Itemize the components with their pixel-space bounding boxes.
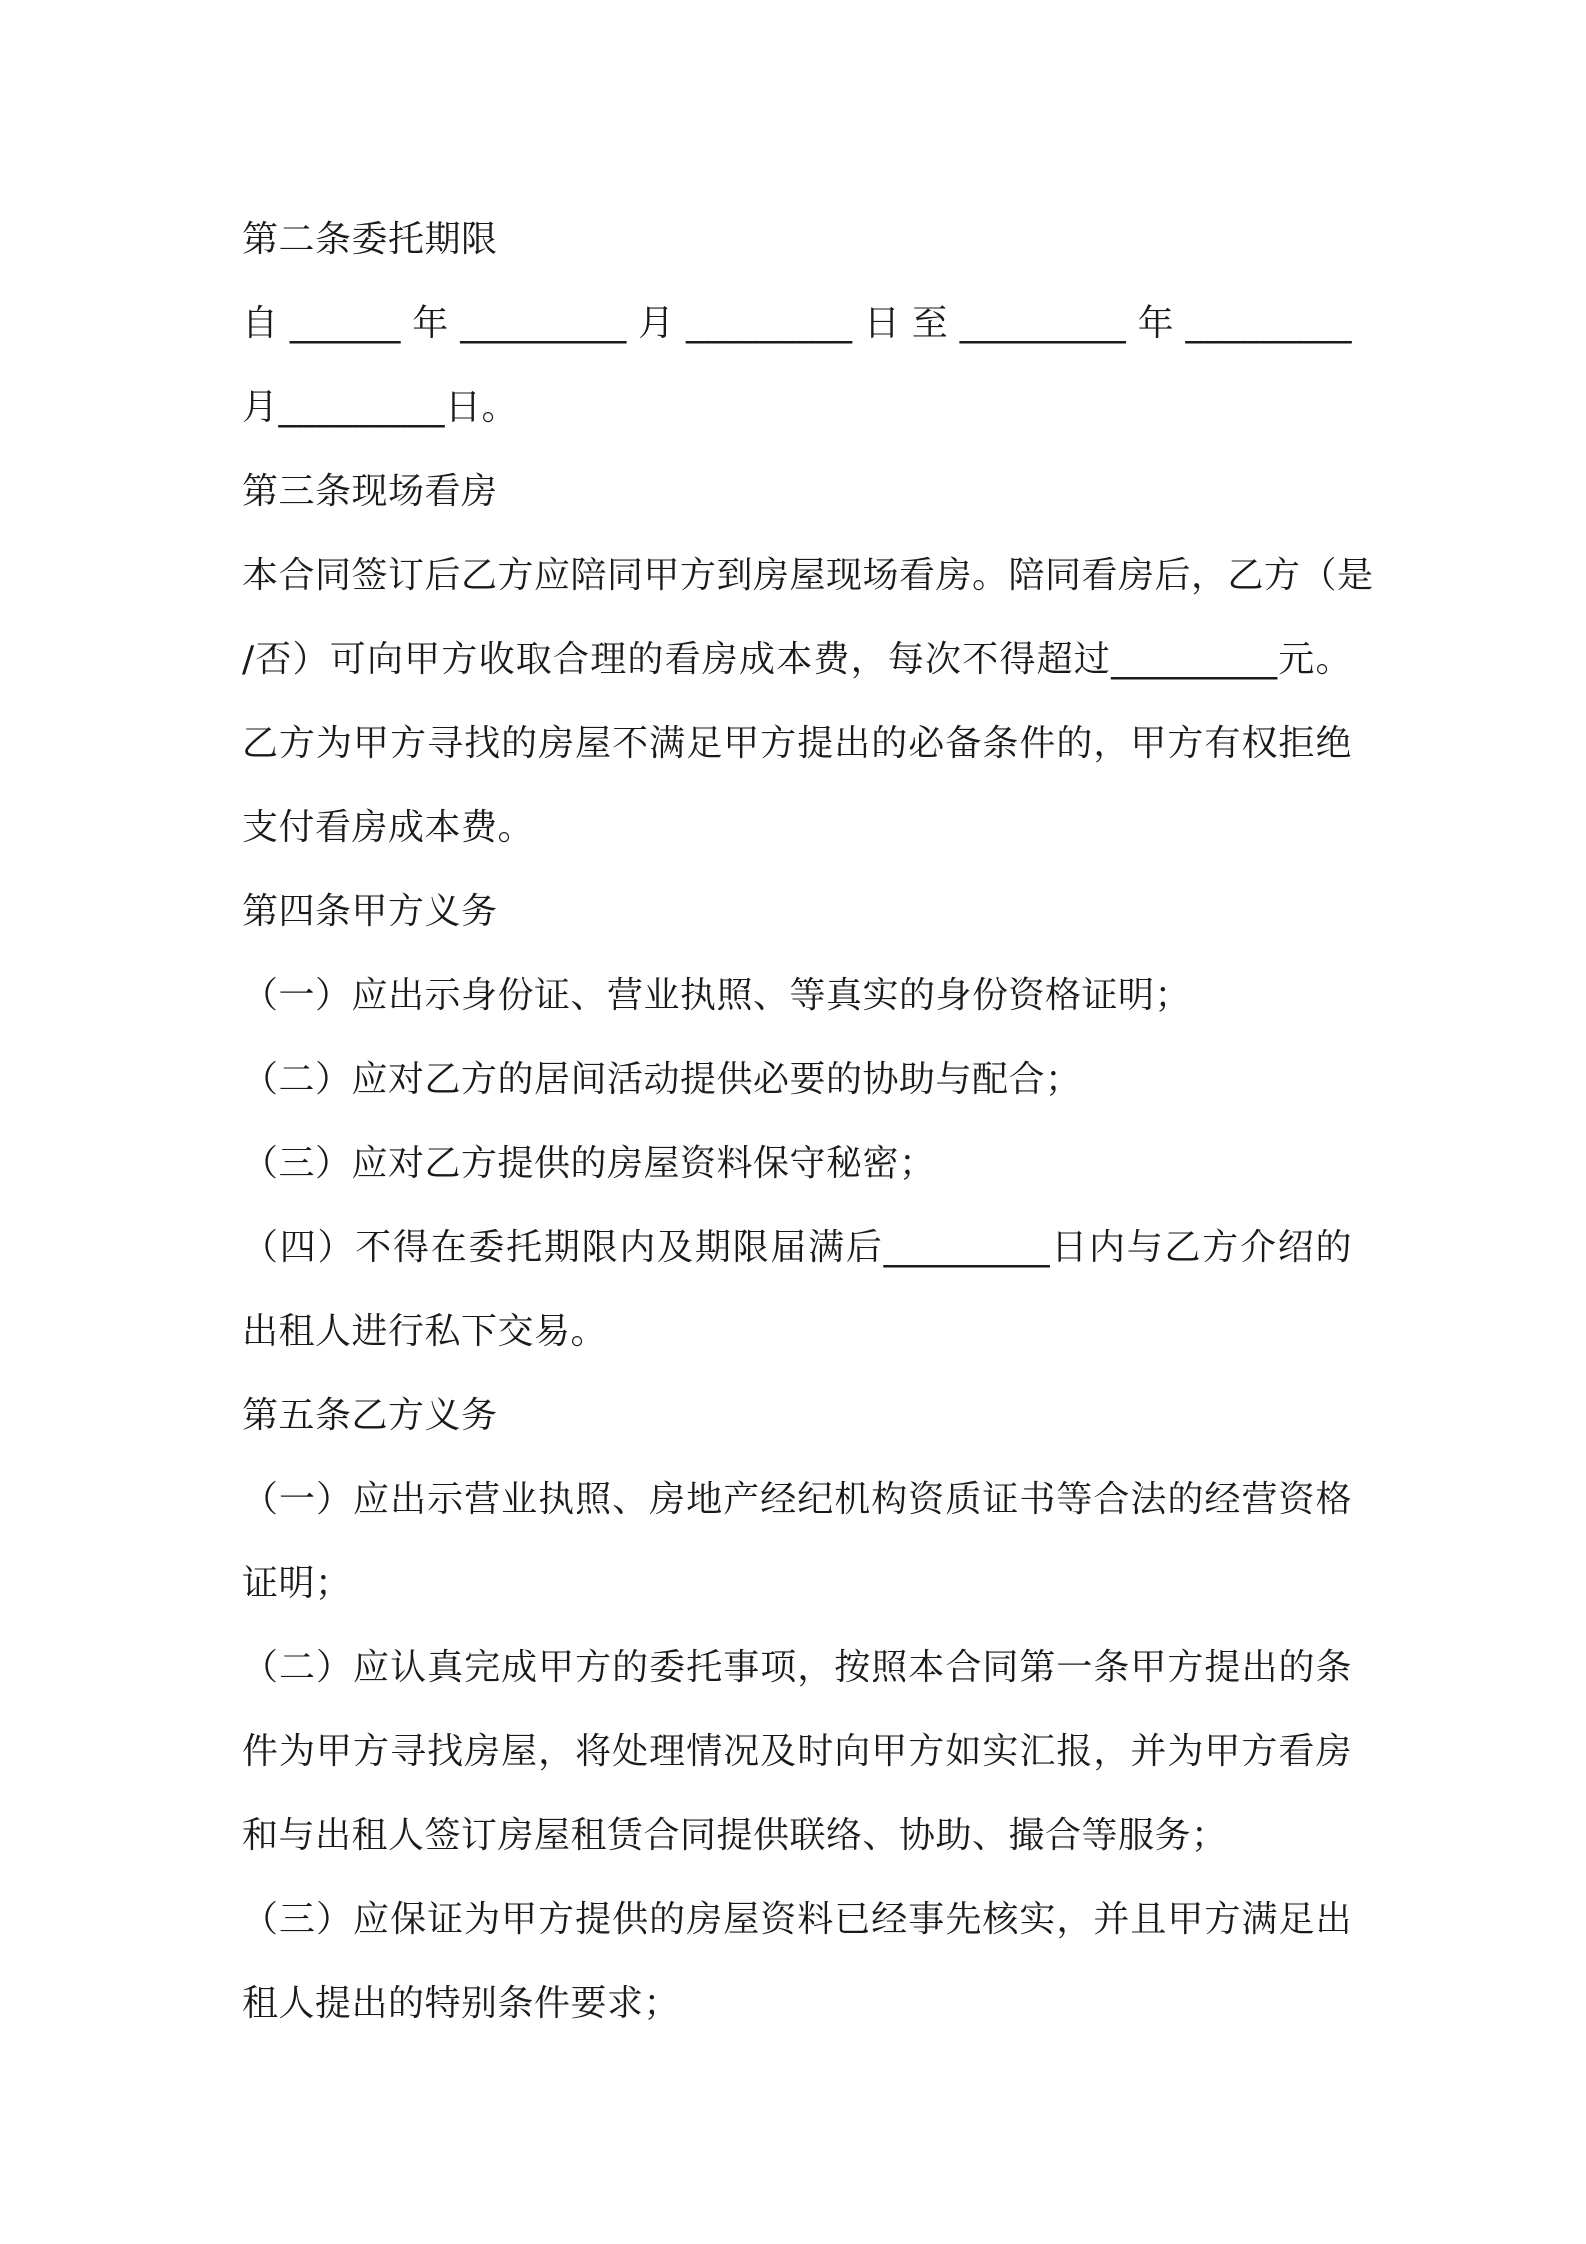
article-3-heading: 第三条现场看房 [242,471,498,512]
article-4-item-4-line-2: 出租人进行私下交易。 [242,1311,608,1352]
article-5-item-2-line-1: （二）应认真完成甲方的委托事项，按照本合同第一条甲方提出的条 [242,1647,1352,1688]
article-5-item-3-line-2: 租人提出的特别条件要求； [242,1983,681,2024]
article-5-item-2-line-2: 件为甲方寻找房屋，将处理情况及时向甲方如实汇报，并为甲方看房 [242,1731,1352,1772]
article-5-item-2-line-3: 和与出租人签订房屋租赁合同提供联络、协助、撮合等服务； [242,1815,1228,1856]
article-5-heading: 第五条乙方义务 [242,1395,498,1436]
article-2-term-line-1: 自______年_________月_________日至_________年_________ [242,303,1352,344]
article-3-line-2: /否）可向甲方收取合理的看房成本费，每次不得超过_________元。 [242,639,1352,680]
article-3-line-3: 乙方为甲方寻找的房屋不满足甲方提出的必备条件的，甲方有权拒绝 [242,723,1352,764]
contract-body [242,198,1374,2046]
article-4-item-2: （二）应对乙方的居间活动提供必要的协助与配合； [242,1059,1082,1100]
article-2-heading: 第二条委托期限 [242,219,498,260]
article-5-item-1-line-1: （一）应出示营业执照、房地产经纪机构资质证书等合法的经营资格 [242,1479,1352,1520]
article-4-item-3: （三）应对乙方提供的房屋资料保守秘密； [242,1143,936,1184]
article-3-line-4: 支付看房成本费。 [242,807,535,848]
article-3-line-1: 本合同签订后乙方应陪同甲方到房屋现场看房。陪同看房后，乙方（是 [242,555,1374,596]
article-4-item-1: （一）应出示身份证、营业执照、等真实的身份资格证明； [242,975,1192,1016]
article-2-term-line-2: 月_________日。 [242,387,519,428]
article-5-item-3-line-1: （三）应保证为甲方提供的房屋资料已经事先核实，并且甲方满足出 [242,1899,1352,1940]
article-5-item-1-line-2: 证明； [242,1563,352,1604]
article-4-heading: 第四条甲方义务 [242,891,498,932]
article-4-item-4-line-1: （四）不得在委托期限内及期限届满后_________日内与乙方介绍的 [242,1227,1352,1268]
